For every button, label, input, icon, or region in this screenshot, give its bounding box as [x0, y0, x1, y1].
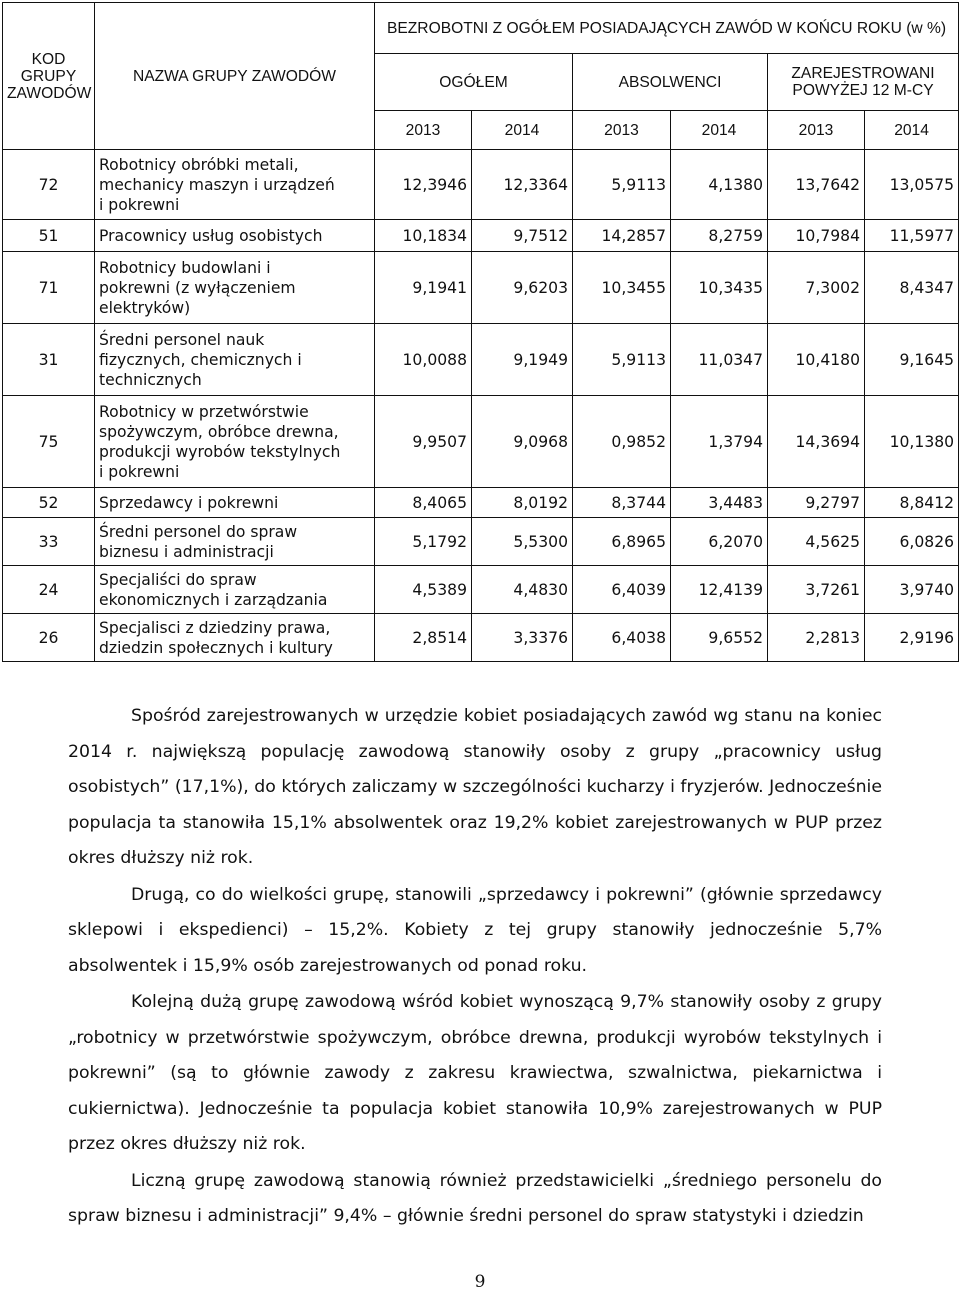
row-code: 51 [3, 220, 95, 252]
cell-value: 6,8965 [573, 518, 671, 566]
cell-value: 6,2070 [671, 518, 768, 566]
cell-value: 14,2857 [573, 220, 671, 252]
cell-value: 9,0968 [472, 396, 573, 488]
cell-value: 11,0347 [671, 324, 768, 396]
cell-value: 6,4038 [573, 614, 671, 662]
header-nazwa: NAZWA GRUPY ZAWODÓW [95, 3, 375, 150]
cell-value: 3,4483 [671, 488, 768, 518]
table-row [3, 396, 959, 488]
table-row [3, 614, 959, 662]
cell-value: 3,7261 [768, 566, 865, 614]
header-kod: KOD GRUPY ZAWODÓW [3, 3, 95, 150]
cell-value: 3,3376 [472, 614, 573, 662]
row-code: 72 [3, 150, 95, 220]
cell-value: 9,2797 [768, 488, 865, 518]
header-year: 2014 [865, 111, 959, 150]
cell-value: 4,1380 [671, 150, 768, 220]
cell-value: 10,1380 [865, 396, 959, 488]
cell-value: 9,7512 [472, 220, 573, 252]
table-row [3, 220, 959, 252]
header-year: 2014 [671, 111, 768, 150]
cell-value: 9,1645 [865, 324, 959, 396]
cell-value: 10,1834 [375, 220, 472, 252]
cell-value: 10,7984 [768, 220, 865, 252]
row-name: Robotnicy w przetwórstwie spożywczym, obróbce drewna, produkcji wyrobów tekstylnych i pokrewni [95, 396, 375, 488]
cell-value: 14,3694 [768, 396, 865, 488]
cell-value: 5,1792 [375, 518, 472, 566]
row-code: 71 [3, 252, 95, 324]
cell-value: 8,4065 [375, 488, 472, 518]
header-year: 2013 [375, 111, 472, 150]
table-row [3, 488, 959, 518]
row-code: 24 [3, 566, 95, 614]
header-main: BEZROBOTNI Z OGÓŁEM POSIADAJĄCYCH ZAWÓD W KOŃCU ROKU (w %) [375, 3, 959, 54]
cell-value: 9,6203 [472, 252, 573, 324]
row-name: Średni personel do spraw biznesu i administracji [95, 518, 375, 566]
row-code: 33 [3, 518, 95, 566]
occupation-table [2, 2, 959, 662]
cell-value: 10,3455 [573, 252, 671, 324]
cell-value: 13,7642 [768, 150, 865, 220]
table-row [3, 518, 959, 566]
cell-value: 5,5300 [472, 518, 573, 566]
paragraph: Drugą, co do wielkości grupę, stanowili „sprzedawcy i pokrewni” (głównie sprzedawcy sklepowi i ekspedienci) – 15,2%. Kobiety z tej grupy stanowiły jednocześnie 5,7% absolwentek i 15,9% osób zarejestrowanych od ponad roku. [68, 884, 882, 976]
table-row [3, 566, 959, 614]
body-text [68, 699, 882, 1236]
cell-value: 8,2759 [671, 220, 768, 252]
header-year: 2013 [768, 111, 865, 150]
row-name: Pracownicy usług osobistych [95, 220, 375, 252]
cell-value: 11,5977 [865, 220, 959, 252]
header-group-ogolem: OGÓŁEM [375, 54, 573, 111]
row-code: 31 [3, 324, 95, 396]
cell-value: 9,9507 [375, 396, 472, 488]
cell-value: 12,3364 [472, 150, 573, 220]
cell-value: 3,9740 [865, 566, 959, 614]
cell-value: 4,5389 [375, 566, 472, 614]
cell-value: 10,4180 [768, 324, 865, 396]
cell-value: 8,3744 [573, 488, 671, 518]
paragraph: Liczną grupę zawodową stanowią również przedstawicielki „średniego personelu do spraw biznesu i administracji” 9,4% – głównie średni personel do spraw statystyki i dziedzin [68, 1170, 882, 1226]
cell-value: 8,4347 [865, 252, 959, 324]
row-code: 26 [3, 614, 95, 662]
cell-value: 8,0192 [472, 488, 573, 518]
cell-value: 4,4830 [472, 566, 573, 614]
table-row [3, 150, 959, 220]
row-name: Robotnicy budowlani i pokrewni (z wyłączeniem elektryków) [95, 252, 375, 324]
paragraph: Spośród zarejestrowanych w urzędzie kobiet posiadających zawód wg stanu na koniec 2014 r. największą populację zawodową stanowiły osoby z grupy „pracownicy usług osobistych” (17,1%), do których zaliczamy w szczególności kucharzy i fryzjerów. Jednocześnie populacja ta stanowiła 15,1% absolwentek oraz 19,2% kobiet zarejestrowanych w PUP przez okres dłuższy niż rok. [68, 706, 882, 868]
row-name: Specjaliści do spraw ekonomicznych i zarządzania [95, 566, 375, 614]
cell-value: 9,1941 [375, 252, 472, 324]
cell-value: 4,5625 [768, 518, 865, 566]
header-group-absolwenci: ABSOLWENCI [573, 54, 768, 111]
cell-value: 2,8514 [375, 614, 472, 662]
page-number: 9 [474, 1272, 486, 1292]
cell-value: 9,1949 [472, 324, 573, 396]
cell-value: 7,3002 [768, 252, 865, 324]
cell-value: 1,3794 [671, 396, 768, 488]
header-year: 2013 [573, 111, 671, 150]
cell-value: 8,8412 [865, 488, 959, 518]
cell-value: 2,9196 [865, 614, 959, 662]
cell-value: 12,4139 [671, 566, 768, 614]
table-row [3, 324, 959, 396]
cell-value: 6,0826 [865, 518, 959, 566]
cell-value: 9,6552 [671, 614, 768, 662]
cell-value: 6,4039 [573, 566, 671, 614]
row-code: 52 [3, 488, 95, 518]
row-name: Sprzedawcy i pokrewni [95, 488, 375, 518]
cell-value: 5,9113 [573, 324, 671, 396]
cell-value: 12,3946 [375, 150, 472, 220]
cell-value: 0,9852 [573, 396, 671, 488]
row-name: Specjalisci z dziedziny prawa, dziedzin społecznych i kultury [95, 614, 375, 662]
cell-value: 13,0575 [865, 150, 959, 220]
table-row [3, 252, 959, 324]
cell-value: 10,3435 [671, 252, 768, 324]
cell-value: 2,2813 [768, 614, 865, 662]
row-name: Średni personel nauk fizycznych, chemicznych i technicznych [95, 324, 375, 396]
cell-value: 10,0088 [375, 324, 472, 396]
row-name: Robotnicy obróbki metali, mechanicy maszyn i urządzeń i pokrewni [95, 150, 375, 220]
header-year: 2014 [472, 111, 573, 150]
header-group-zarejestrowani: ZAREJESTROWANI POWYŻEJ 12 M-CY [768, 54, 959, 111]
row-code: 75 [3, 396, 95, 488]
cell-value: 5,9113 [573, 150, 671, 220]
paragraph: Kolejną dużą grupę zawodową wśród kobiet wynoszącą 9,7% stanowiły osoby z grupy „robotnicy w przetwórstwie spożywczym, obróbce drewna, produkcji wyrobów tekstylnych i pokrewni” (są to głównie zawody z zakresu krawiectwa, szwalnictwa, piekarnictwa i cukiernictwa). Jednocześnie ta populacja kobiet stanowiła 10,9% zarejestrowanych w PUP przez okres dłuższy niż rok. [68, 992, 882, 1154]
